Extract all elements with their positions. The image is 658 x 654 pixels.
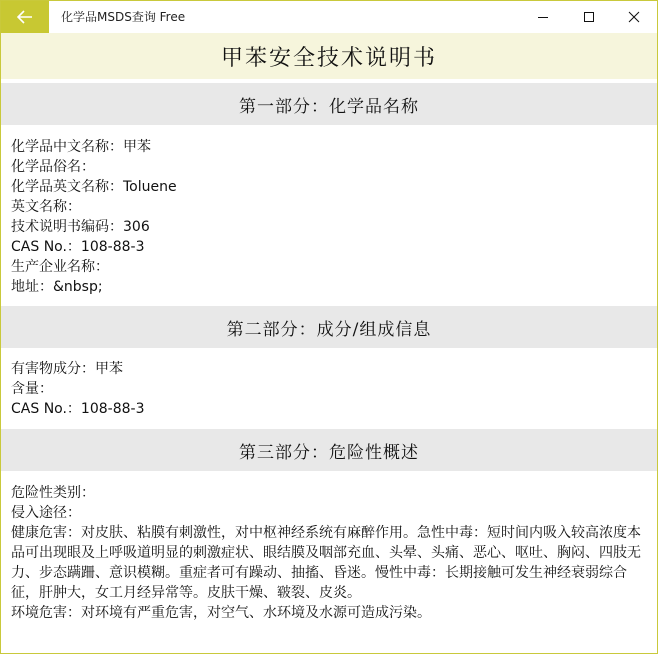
app-title: 化学品MSDS查询 Free bbox=[61, 10, 186, 24]
field-line: 生产企业名称： bbox=[11, 259, 109, 275]
document-title-bar bbox=[1, 33, 657, 79]
field-line: 有害物成分：甲苯 bbox=[11, 361, 123, 377]
field-line: CAS No.：108-88-3 bbox=[11, 401, 145, 417]
field-line: 技术说明书编码：306 bbox=[11, 219, 150, 235]
field-line: 含量： bbox=[11, 381, 53, 397]
title-bar bbox=[1, 1, 657, 33]
field-line: 地址：&nbsp; bbox=[11, 279, 103, 295]
minimize-button[interactable] bbox=[520, 1, 566, 33]
back-button[interactable] bbox=[1, 1, 49, 33]
section-heading-1 bbox=[1, 83, 657, 125]
field-paragraph: 环境危害：对环境有严重危害，对空气、水环境及水源可造成污染。 bbox=[11, 605, 431, 621]
section-heading-text: 第一部分：化学品名称 bbox=[239, 96, 419, 117]
field-line: 化学品英文名称：Toluene bbox=[11, 179, 177, 195]
field-line: 化学品中文名称：甲苯 bbox=[11, 139, 151, 155]
document-view[interactable] bbox=[1, 33, 657, 653]
section-heading-3 bbox=[1, 429, 657, 471]
section-body-2 bbox=[11, 359, 647, 419]
field-line: 英文名称： bbox=[11, 199, 81, 215]
section-heading-text: 第二部分：成分/组成信息 bbox=[226, 319, 432, 340]
close-button[interactable] bbox=[611, 1, 657, 33]
maximize-icon bbox=[583, 11, 595, 23]
section-heading-text: 第三部分：危险性概述 bbox=[239, 442, 419, 463]
field-line: CAS No.：108-88-3 bbox=[11, 239, 145, 255]
minimize-icon bbox=[537, 11, 549, 23]
arrow-left-icon bbox=[17, 10, 33, 24]
section-body-1 bbox=[11, 137, 647, 297]
field-line: 危险性类别： bbox=[11, 485, 95, 501]
section-heading-2 bbox=[1, 306, 657, 348]
field-line: 侵入途径： bbox=[11, 505, 81, 521]
field-paragraph: 健康危害：对皮肤、粘膜有刺激性，对中枢神经系统有麻醉作用。急性中毒：短时间内吸入较高浓度本品可出现眼及上呼吸道明显的刺激症状、眼结膜及咽部充血、头晕、头痛、恶心、呕吐、胸闷、四肢无力、步态蹒跚、意识模糊。重症者可有躁动、抽搐、昏迷。慢性中毒：长期接触可发生神经衰弱综合征，肝肿大，女工月经异常等。皮肤干燥、皲裂、皮炎。 bbox=[11, 525, 641, 601]
close-icon bbox=[628, 11, 640, 23]
field-line: 化学品俗名： bbox=[11, 159, 95, 175]
document-title: 甲苯安全技术说明书 bbox=[220, 45, 437, 71]
section-body-3 bbox=[11, 483, 647, 623]
maximize-button[interactable] bbox=[566, 1, 612, 33]
